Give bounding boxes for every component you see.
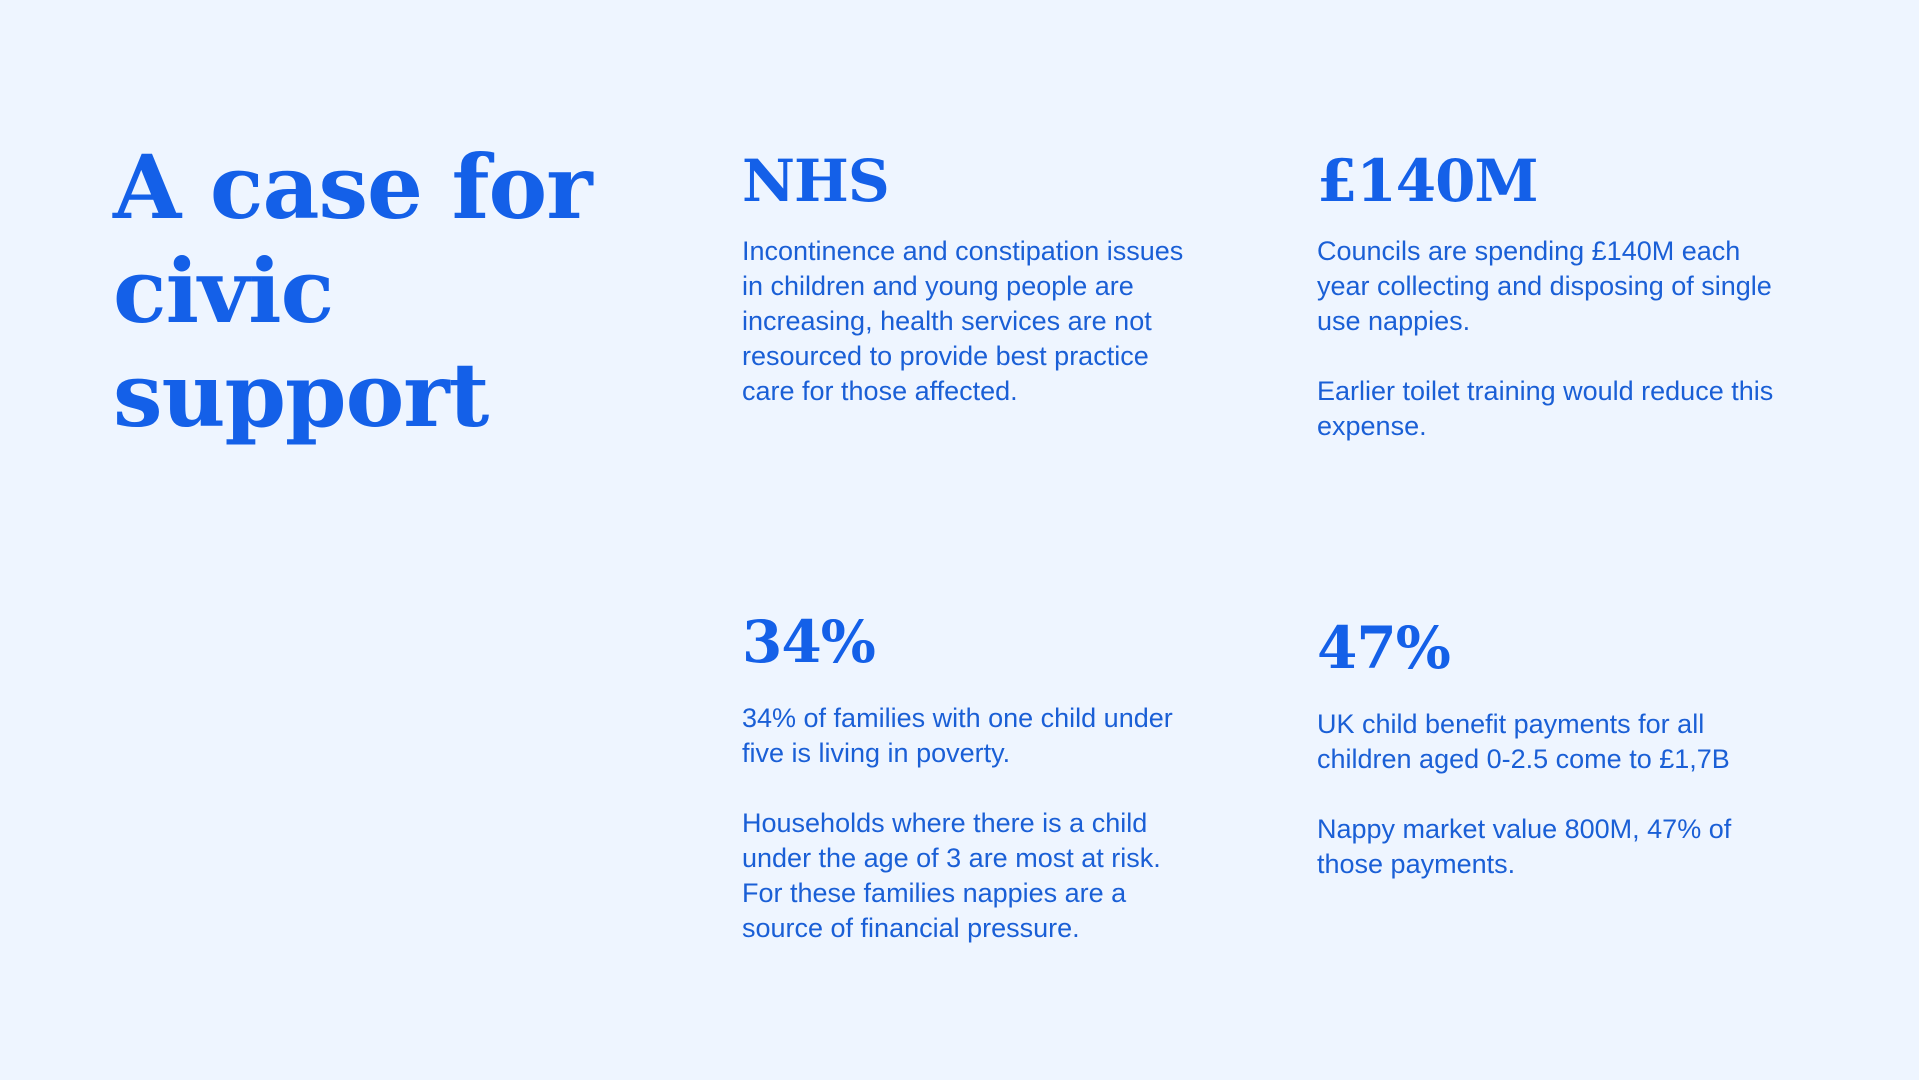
nhs-card <box>742 146 1202 409</box>
slide-title-line-1: A case for <box>113 135 592 239</box>
nhs-body <box>742 234 1202 409</box>
slide-title-line-3: support <box>113 343 489 447</box>
child-benefit-paragraph-2: Nappy market value 800M, 47% of those payments. <box>1317 814 1732 879</box>
nhs-paragraph: Incontinence and constipation issues in children and young people are increasing, health services are not resourced to provide best practice care for those affected. <box>742 236 1184 406</box>
poverty-paragraph-2: Households where there is a child under the age of 3 are most at risk. For these families nappies are a source of financial pressure. <box>742 808 1161 943</box>
council-cost-paragraph-2: Earlier toilet training would reduce this expense. <box>1317 376 1774 441</box>
nhs-heading: NHS <box>742 147 889 215</box>
council-cost-body <box>1317 234 1777 444</box>
council-cost-paragraph-1: Councils are spending £140M each year collecting and disposing of single use nappies. <box>1317 236 1772 336</box>
council-cost-card <box>1317 146 1777 444</box>
child-benefit-body <box>1317 707 1777 882</box>
slide-title-line-2: civic <box>113 239 334 343</box>
child-benefit-paragraph-1: UK child benefit payments for all children aged 0-2.5 come to £1,7B <box>1317 709 1730 774</box>
poverty-body <box>742 701 1202 946</box>
child-benefit-heading: 47% <box>1317 614 1450 682</box>
poverty-heading: 34% <box>742 608 875 676</box>
child-benefit-card <box>1317 613 1777 882</box>
slide-title <box>113 135 673 447</box>
poverty-paragraph-1: 34% of families with one child under five is living in poverty. <box>742 703 1173 768</box>
council-cost-heading: £140M <box>1317 147 1538 215</box>
poverty-card <box>742 607 1202 946</box>
